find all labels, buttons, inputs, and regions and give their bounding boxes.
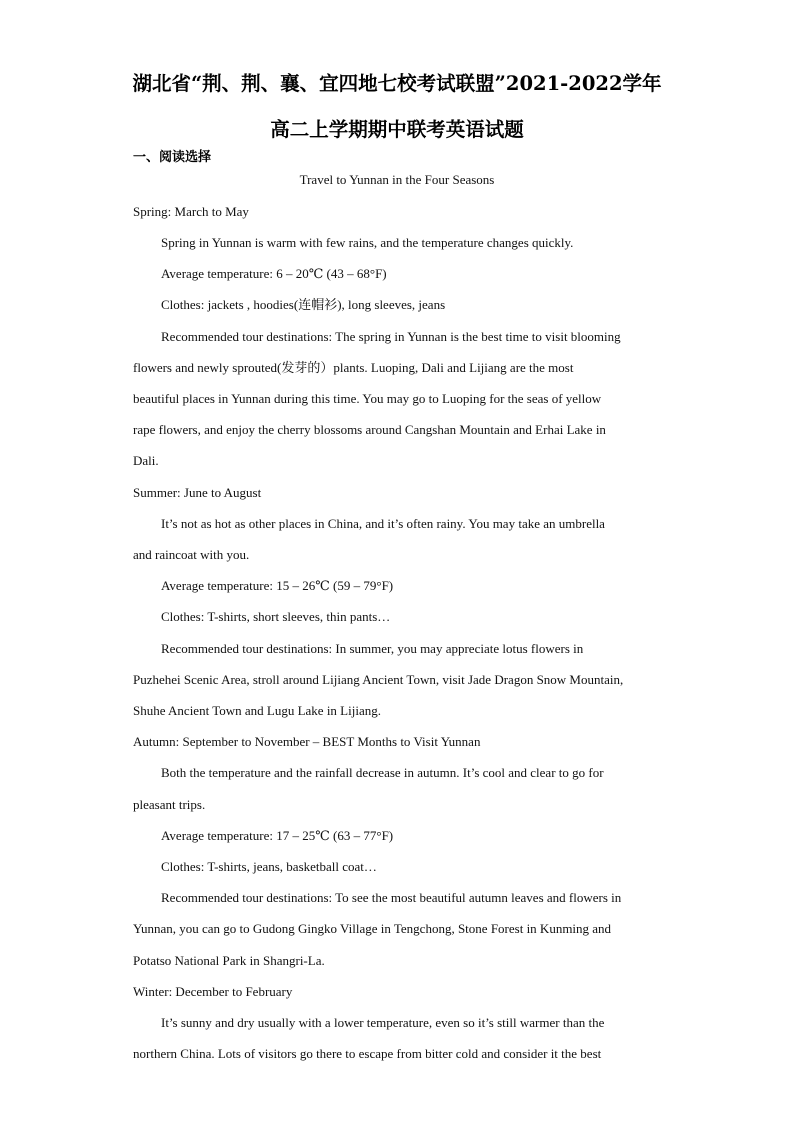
season-heading-winter: Winter: December to February <box>133 984 293 999</box>
paragraph-line: Recommended tour destinations: The spring in Yunnan is the best time to visit blooming <box>161 329 621 344</box>
paragraph-line: Average temperature: 15 – 26℃ (59 – 79°F) <box>161 578 394 593</box>
paragraph-line: Clothes: T-shirts, short sleeves, thin pants… <box>161 609 391 624</box>
season-heading-summer: Summer: June to August <box>133 485 262 500</box>
paragraph-line: Clothes: jackets , hoodies(连帽衫), long sleeves, jeans <box>161 297 446 312</box>
paragraph-line: pleasant trips. <box>133 797 206 812</box>
paragraph-line: Recommended tour destinations: In summer, you may appreciate lotus flowers in <box>161 641 584 656</box>
paragraph-line: Average temperature: 17 – 25℃ (63 – 77°F) <box>161 828 394 843</box>
paragraph-line: It’s not as hot as other places in China, and it’s often rainy. You may take an umbrella <box>161 516 605 531</box>
paragraph-line: northern China. Lots of visitors go there to escape from bitter cold and consider it the best <box>133 1046 602 1061</box>
paragraph-line: It’s sunny and dry usually with a lower temperature, even so it’s still warmer than the <box>161 1015 605 1030</box>
paragraph-line: Clothes: T-shirts, jeans, basketball coat… <box>161 859 377 874</box>
paragraph-line: and raincoat with you. <box>133 547 250 562</box>
paragraph-line: Potatso National Park in Shangri-La. <box>133 953 325 968</box>
paragraph-line: Average temperature: 6 – 20℃ (43 – 68°F) <box>161 266 387 281</box>
paragraph-line: Shuhe Ancient Town and Lugu Lake in Lijiang. <box>133 703 381 718</box>
paragraph-line: rape flowers, and enjoy the cherry blossoms around Cangshan Mountain and Erhai Lake in <box>133 422 606 437</box>
season-heading-spring: Spring: March to May <box>133 204 249 219</box>
paragraph-line: flowers and newly sprouted(发芽的）plants. Luoping, Dali and Lijiang are the most <box>133 360 574 375</box>
paragraph-line: Spring in Yunnan is warm with few rains, and the temperature changes quickly. <box>161 235 574 250</box>
paragraph-line: Both the temperature and the rainfall decrease in autumn. It’s cool and clear to go for <box>161 765 604 780</box>
paragraph-line: Recommended tour destinations: To see the most beautiful autumn leaves and flowers in <box>161 890 622 905</box>
section-heading: 一、阅读选择 <box>133 150 212 165</box>
paragraph-line: Yunnan, you can go to Gudong Gingko Village in Tengchong, Stone Forest in Kunming and <box>133 921 612 936</box>
paragraph-line: Dali. <box>133 453 159 468</box>
season-heading-autumn: Autumn: September to November – BEST Months to Visit Yunnan <box>133 734 481 749</box>
paragraph-line: Puzhehei Scenic Area, stroll around Lijiang Ancient Town, visit Jade Dragon Snow Mountain, <box>133 672 624 687</box>
document-title-line-2: 高二上学期期中联考英语试题 <box>270 118 524 141</box>
passage-title: Travel to Yunnan in the Four Seasons <box>299 172 495 187</box>
paragraph-line: beautiful places in Yunnan during this time. You may go to Luoping for the seas of yellow <box>133 391 602 406</box>
document-title-line-1: 湖北省“荆、荆、襄、宜四地七校考试联盟”2021-2022学年 <box>132 72 662 95</box>
